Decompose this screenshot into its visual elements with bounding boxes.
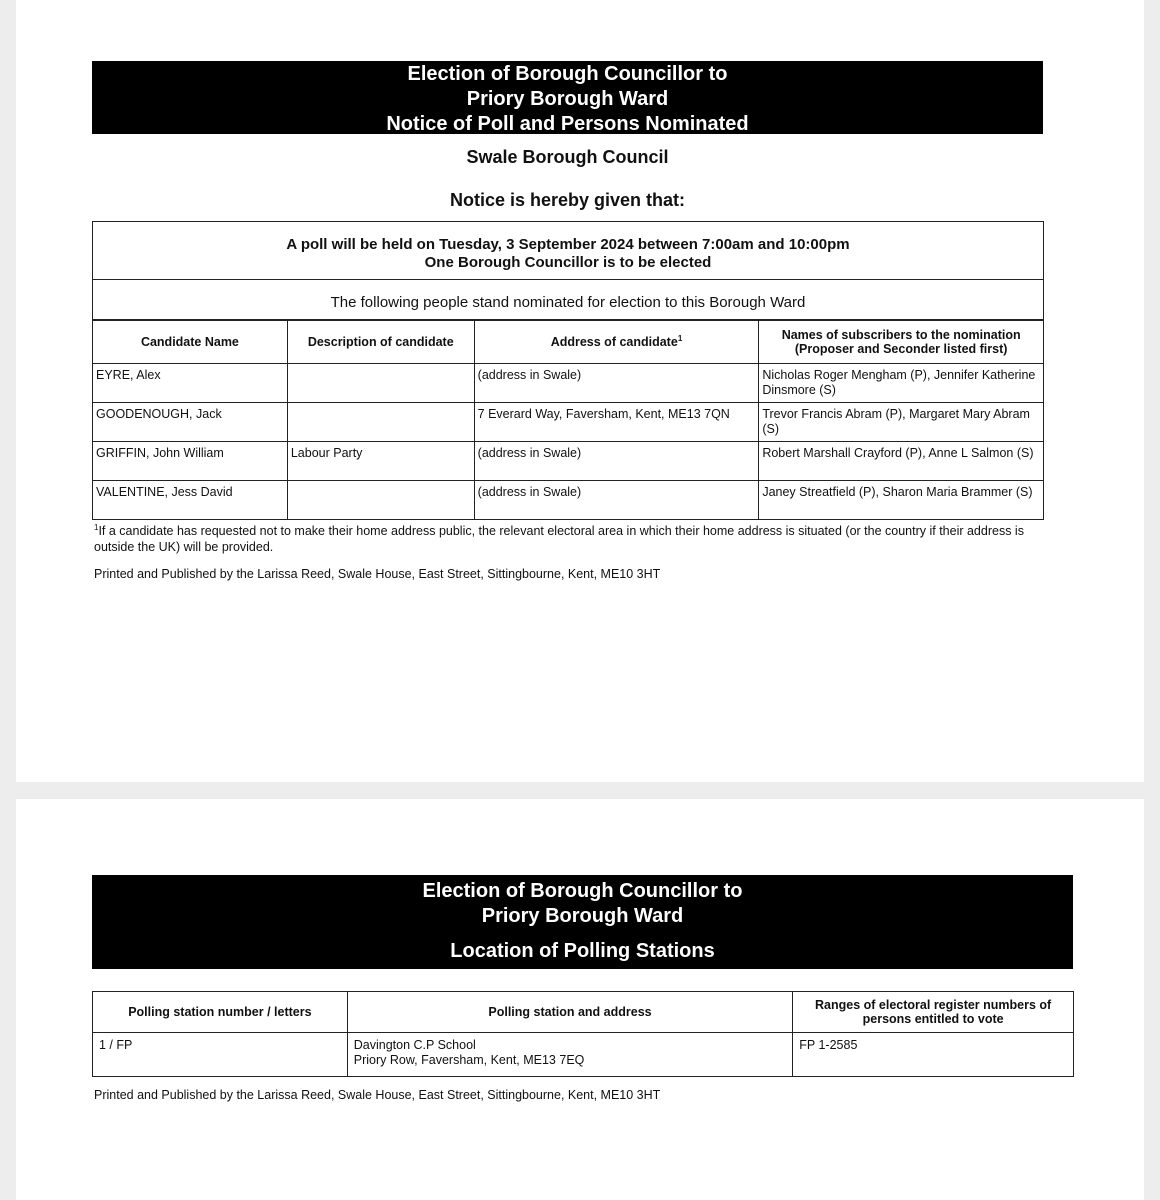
stations-title-line3: Location of Polling Stations (450, 940, 715, 962)
nominated-intro-box (92, 279, 1044, 320)
header-description: Description of candidate (287, 321, 474, 364)
header-station-number: Polling station number / letters (93, 992, 348, 1033)
header-station-address: Polling station and address (347, 992, 793, 1033)
header-subscribers: Names of subscribers to the nomination (Proposer and Seconder listed first) (759, 321, 1044, 364)
candidate-address: (address in Swale) (474, 481, 759, 520)
candidate-subscribers: Nicholas Roger Mengham (P), Jennifer Katherine Dinsmore (S) (759, 364, 1044, 403)
candidate-name: VALENTINE, Jess David (93, 481, 288, 520)
table-row (93, 442, 1044, 481)
candidate-subscribers: Janey Streatfield (P), Sharon Maria Brammer (S) (759, 481, 1044, 520)
table-row (93, 364, 1044, 403)
candidate-description (287, 403, 474, 442)
table-row (93, 403, 1044, 442)
footnote-text: If a candidate has requested not to make their home address public, the relevant electoral area in which their home address is situated (or the country if their address is outside the UK) will be provided. (94, 524, 1024, 555)
notice-title-line3: Notice of Poll and Persons Nominated (386, 113, 749, 135)
table-row (93, 1033, 1074, 1077)
header-address (474, 321, 759, 364)
station-number: 1 / FP (93, 1033, 348, 1077)
candidate-name: EYRE, Alex (93, 364, 288, 403)
imprint-text: Printed and Published by the Larissa Reed, Swale House, East Street, Sittingbourne, Kent, ME10 3HT (94, 567, 661, 581)
candidate-subscribers: Trevor Francis Abram (P), Margaret Mary Abram (S) (759, 403, 1044, 442)
candidate-name: GRIFFIN, John William (93, 442, 288, 481)
stations-header-row (93, 992, 1074, 1033)
poll-details-box (92, 221, 1044, 280)
station-register-range: FP 1-2585 (793, 1033, 1074, 1077)
notice-given-heading: Notice is hereby given that: (449, 190, 686, 210)
polling-stations-page (16, 799, 1144, 1200)
stations-title-line1: Election of Borough Councillor to (422, 880, 743, 902)
candidates-header-row (93, 321, 1044, 364)
notice-title-line2: Priory Borough Ward (466, 88, 669, 110)
footnote-sup: 1 (94, 523, 99, 532)
candidate-name: GOODENOUGH, Jack (93, 403, 288, 442)
notice-title-banner (92, 61, 1043, 134)
candidate-description: Labour Party (287, 442, 474, 481)
poll-date-line: A poll will be held on Tuesday, 3 September 2024 between 7:00am and 10:00pm (286, 236, 850, 253)
candidate-address: (address in Swale) (474, 364, 759, 403)
imprint-text: Printed and Published by the Larissa Reed, Swale House, East Street, Sittingbourne, Kent, ME10 3HT (94, 1088, 661, 1102)
notice-of-poll-page (16, 0, 1144, 782)
address-footnote (94, 520, 1044, 555)
header-address-sup: 1 (677, 334, 683, 344)
candidate-address: (address in Swale) (474, 442, 759, 481)
candidates-table (92, 320, 1044, 520)
polling-stations-table (92, 991, 1074, 1077)
station-address-line2: Priory Row, Faversham, Kent, ME13 7EQ (353, 1053, 585, 1067)
poll-seats-line: One Borough Councillor is to be elected (424, 254, 712, 271)
candidate-subscribers: Robert Marshall Crayford (P), Anne L Salmon (S) (759, 442, 1044, 481)
header-register-ranges: Ranges of electoral register numbers of persons entitled to vote (793, 992, 1074, 1033)
stations-title-line2: Priory Borough Ward (481, 905, 684, 927)
station-address (347, 1033, 793, 1077)
candidate-description (287, 481, 474, 520)
station-address-line1: Davington C.P School (353, 1038, 476, 1052)
table-row (93, 481, 1044, 520)
candidate-address: 7 Everard Way, Faversham, Kent, ME13 7QN (474, 403, 759, 442)
notice-title-line1: Election of Borough Councillor to (407, 63, 728, 85)
header-candidate-name: Candidate Name (93, 321, 288, 364)
header-address-text: Address of candidate (550, 335, 678, 350)
council-name: Swale Borough Council (466, 147, 669, 167)
nominated-intro-text: The following people stand nominated for election to this Borough Ward (330, 294, 806, 311)
candidate-description (287, 364, 474, 403)
stations-title-banner (92, 875, 1073, 969)
